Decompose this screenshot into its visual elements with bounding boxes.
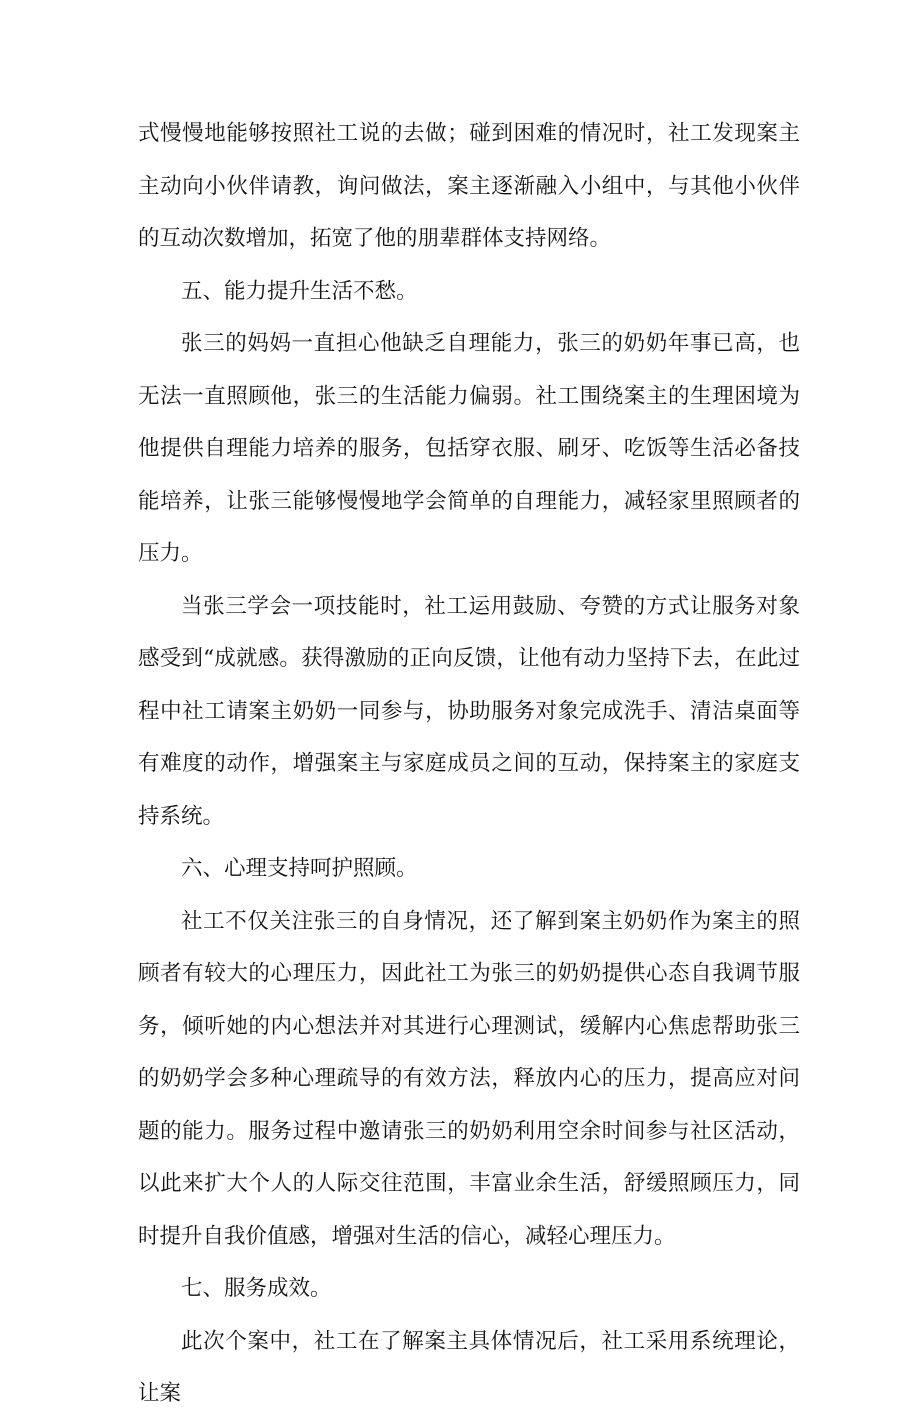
paragraph: 社工不仅关注张三的自身情况，还了解到案主奶奶作为案主的照顾者有较大的心理压力，因此社工为张三的奶奶提供心态自我调节服务，倾听她的内心想法并对其进行心理测试，缓解内心焦虑帮助张三的奶奶学会多种心理疏导的有效方法，释放内心的压力，提高应对问题的能力。服务过程中邀请张三的奶奶利用空余时间参与社区活动，以此来扩大个人的人际交往范围，丰富业余生活，舒缓照顾压力，同时提升自我价值感，增强对生活的信心，减轻心理压力。 (138, 908, 800, 1249)
section-heading-service-outcome: 七、服务成效。 (181, 1276, 332, 1301)
document-body (138, 108, 800, 1421)
section-heading-ability: 五、能力提升生活不愁。 (181, 278, 418, 304)
section-heading-psychological-support: 六、心理支持呵护照顾。 (181, 856, 418, 881)
paragraph: 张三的妈妈一直担心他缺乏自理能力，张三的奶奶年事已高，也无法一直照顾他，张三的生活能力偏弱。社工围绕案主的生理困境为他提供自理能力培养的服务，包括穿衣服、刷牙、吃饭等生活必备技能培养，让张三能够慢慢地学会简单的自理能力，减轻家里照顾者的压力。 (138, 331, 800, 566)
paragraph: 当张三学会一项技能时，社工运用鼓励、夸赞的方式让服务对象感受到“成就感。获得激励的正向反馈，让他有动力坚持下去，在此过程中社工请案主奶奶一同参与，协助服务对象完成洗手、清洁桌面等有难度的动作，增强案主与家庭成员之间的互动，保持案主的家庭支持系统。 (138, 593, 800, 829)
paragraph: 此次个案中，社工在了解案主具体情况后，社工采用系统理论，让案 (138, 1328, 800, 1406)
paragraph-continuation: 式慢慢地能够按照社工说的去做；碰到困难的情况时，社工发现案主主动向小伙伴请教，询问做法，案主逐渐融入小组中，与其他小伙伴的互动次数增加，拓宽了他的朋辈群体支持网络。 (138, 121, 800, 251)
